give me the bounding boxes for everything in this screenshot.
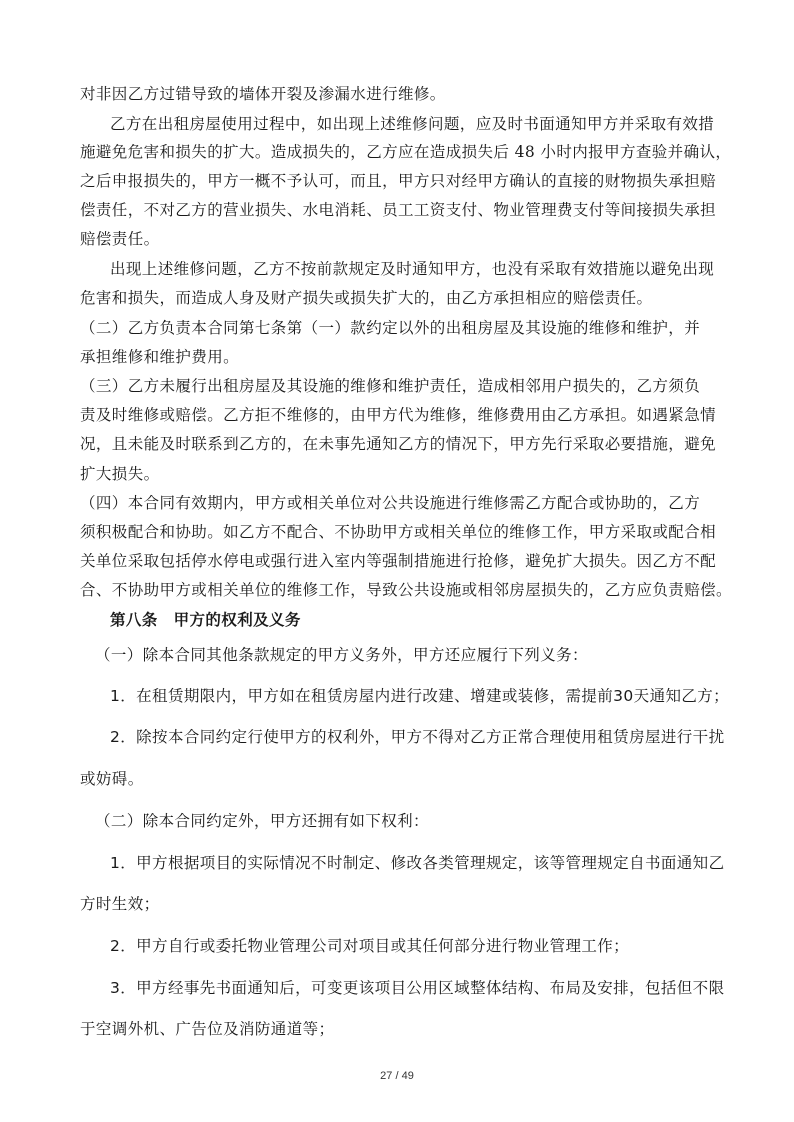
text-line: 合、不协助甲方或相关单位的维修工作，导致公共设施或相邻房屋损失的，乙方应负责赔偿。 — [80, 581, 732, 599]
section-heading: 第八条 甲方的权利及义务 — [110, 610, 301, 629]
text-line: 于空调外机、广告位及消防通道等； — [80, 1020, 335, 1038]
text-line: 责及时维修或赔偿。乙方拒不维修的，由甲方代为维修，维修费用由乙方承担。如遇紧急情 — [80, 406, 717, 424]
text-line: 或妨碍。 — [80, 770, 144, 788]
text-line: 2．除按本合同约定行使甲方的权利外，甲方不得对乙方正常合理使用租赁房屋进行干扰 — [110, 728, 725, 746]
text-line: （三）乙方未履行出租房屋及其设施的维修和维护责任，造成相邻用户损失的，乙方须负 — [80, 377, 701, 395]
text-line: 况，且未能及时联系到乙方的，在未事先通知乙方的情况下，甲方先行采取必要措施，避免 — [80, 435, 717, 453]
text-line: 对非因乙方过错导致的墙体开裂及渗漏水进行维修。 — [80, 85, 446, 103]
text-line: （二）除本合同约定外，甲方还拥有如下权利： — [95, 812, 429, 830]
text-line: 扩大损失。 — [80, 465, 160, 483]
text-line: 关单位采取包括停水停电或强行进入室内等强制措施进行抢修，避免扩大损失。因乙方不配 — [80, 552, 717, 570]
text-line: 承担维修和维护费用。 — [80, 348, 240, 366]
text-line: 施避免危害和损失的扩大。造成损失的，乙方应在造成损失后 48 小时内报甲方查验并确认， — [80, 143, 732, 161]
page-number: 27 / 49 — [380, 1070, 414, 1082]
text-line: 须积极配合和协助。如乙方不配合、不协助甲方或相关单位的维修工作，甲方采取或配合相 — [80, 523, 717, 541]
text-line: （四）本合同有效期内，甲方或相关单位对公共设施进行维修需乙方配合或协助的，乙方 — [80, 494, 701, 512]
text-line: 方时生效； — [80, 895, 160, 913]
text-line: 3．甲方经事先书面通知后，可变更该项目公用区域整体结构、布局及安排，包括但不限 — [110, 979, 725, 997]
text-line: （一）除本合同其他条款规定的甲方义务外，甲方还应履行下列义务： — [95, 646, 588, 664]
text-line: 危害和损失，而造成人身及财产损失或损失扩大的，由乙方承担相应的赔偿责任。 — [80, 289, 653, 307]
text-line: 2．甲方自行或委托物业管理公司对项目或其任何部分进行物业管理工作； — [110, 937, 630, 955]
text-line: 赔偿责任。 — [80, 230, 160, 248]
text-line: 1．甲方根据项目的实际情况不时制定、修改各类管理规定，该等管理规定自书面通知乙 — [110, 854, 725, 872]
text-line: （二）乙方负责本合同第七条第（一）款约定以外的出租房屋及其设施的维修和维护，并 — [80, 319, 701, 337]
text-line: 乙方在出租房屋使用过程中，如出现上述维修问题，应及时书面通知甲方并采取有效措 — [110, 115, 715, 133]
text-line: 1．在租赁期限内，甲方如在租赁房屋内进行改建、增建或装修，需提前30天通知乙方； — [110, 687, 730, 705]
text-line: 偿责任，不对乙方的营业损失、水电消耗、员工工资支付、物业管理费支付等间接损失承担 — [80, 201, 717, 219]
text-line: 之后申报损失的，甲方一概不予认可，而且，甲方只对经甲方确认的直接的财物损失承担赔 — [80, 172, 717, 190]
text-line: 出现上述维修问题，乙方不按前款规定及时通知甲方，也没有采取有效措施以避免出现 — [110, 260, 715, 278]
